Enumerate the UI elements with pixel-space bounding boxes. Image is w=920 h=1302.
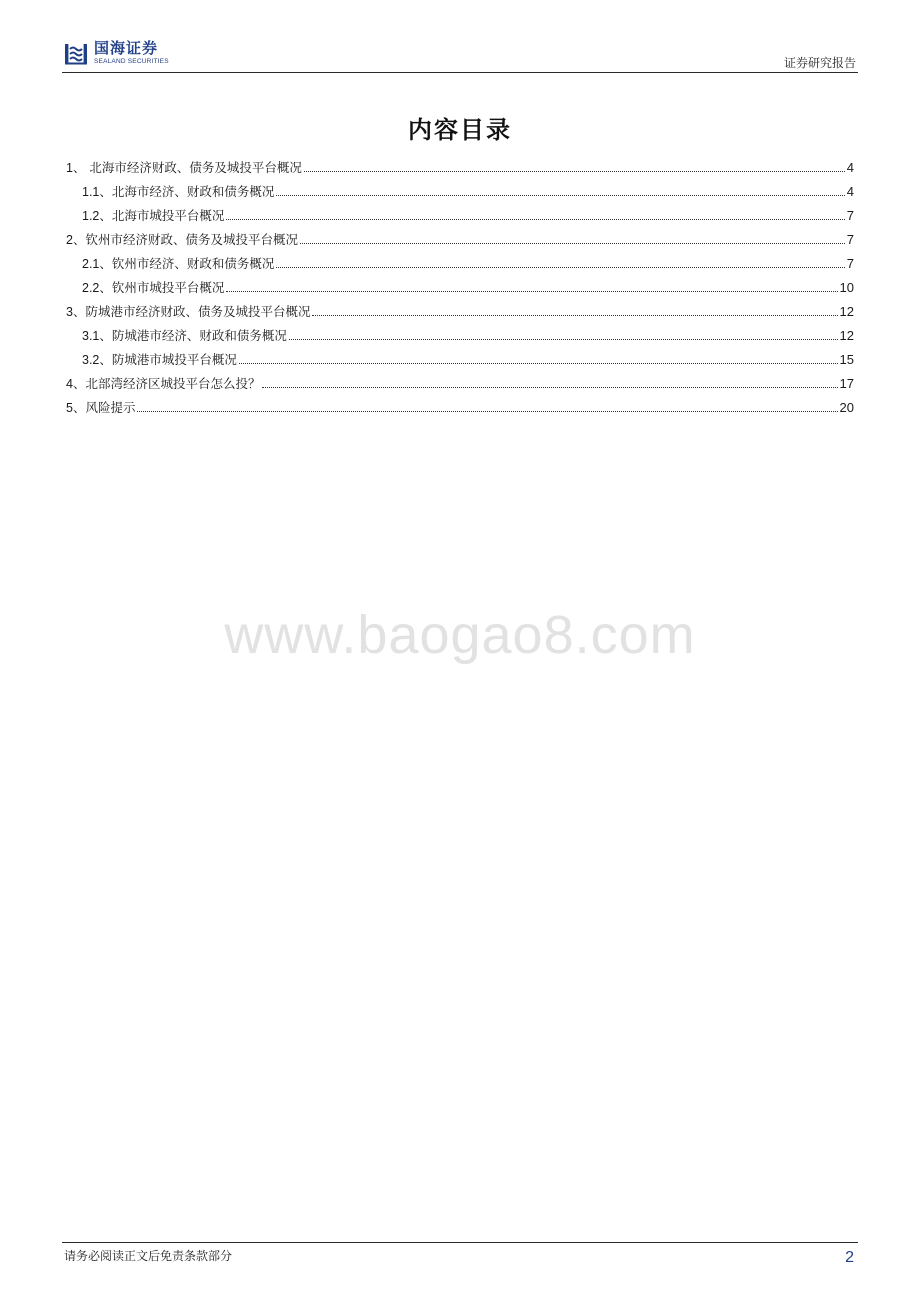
toc-entry-title: 北海市城投平台概况: [111, 208, 225, 223]
toc-entry[interactable]: [66, 371, 854, 395]
logo-english-name: SEALAND SECURITIES: [94, 58, 169, 65]
toc-entry-title: 钦州市城投平台概况: [111, 280, 225, 295]
toc-entry-title: 钦州市经济、财政和债务概况: [111, 256, 275, 271]
toc-entry-title: 防城港市城投平台概况: [111, 352, 237, 367]
toc-entry-page: 15: [839, 351, 854, 367]
toc-entry-number: 3.2、: [82, 353, 112, 367]
toc-entry[interactable]: [66, 155, 854, 179]
dot-leader: [312, 315, 837, 316]
toc-entry-number: 1、: [66, 161, 86, 175]
toc-entry[interactable]: [66, 251, 854, 275]
toc-entry-page: 4: [846, 159, 854, 175]
dot-leader: [226, 291, 837, 292]
logo-chinese-name: 国海证券: [94, 39, 159, 57]
report-type-label: 证券研究报告: [783, 56, 856, 70]
toc-entry-title: 北海市经济、财政和债务概况: [111, 184, 275, 199]
toc-entry-title: 钦州市经济财政、债务及城投平台概况: [85, 232, 298, 247]
toc-entry-title: 风险提示: [85, 400, 136, 415]
toc-entry[interactable]: [66, 179, 854, 203]
sealand-logo-icon: [64, 42, 88, 66]
toc-title: 内容目录: [408, 116, 512, 144]
toc-entry-title: 北部湾经济区城投平台怎么投？: [85, 376, 261, 391]
dot-leader: [289, 339, 838, 340]
toc-entry-title: 防城港市经济、财政和债务概况: [111, 328, 287, 343]
toc-entry[interactable]: [66, 275, 854, 299]
toc-entry[interactable]: [66, 323, 854, 347]
toc-entry[interactable]: [66, 299, 854, 323]
dot-leader: [262, 387, 837, 388]
toc-entry[interactable]: [66, 203, 854, 227]
toc-entry-page: 17: [839, 375, 854, 391]
company-logo: [64, 40, 169, 70]
toc-entry-page: 12: [839, 327, 854, 343]
toc-entry-number: 1.2、: [82, 209, 112, 223]
dot-leader: [304, 171, 845, 172]
toc-entry-page: 10: [839, 279, 854, 295]
toc-entry-number: 3.1、: [82, 329, 112, 343]
page-header: [62, 40, 858, 73]
toc-entry[interactable]: [66, 395, 854, 419]
toc-entry-title: 北海市经济财政、债务及城投平台概况: [85, 160, 302, 175]
dot-leader: [137, 411, 837, 412]
dot-leader: [300, 243, 845, 244]
dot-leader: [276, 195, 844, 196]
toc-entry-number: 2.2、: [82, 281, 112, 295]
toc-entry-number: 4、: [66, 377, 86, 391]
toc-entry-number: 2.1、: [82, 257, 112, 271]
toc-entry-number: 5、: [66, 401, 86, 415]
dot-leader: [226, 219, 844, 220]
watermark-text: www.baogao8.com: [224, 605, 696, 665]
toc-entry-number: 1.1、: [82, 185, 112, 199]
toc-entry-page: 20: [839, 399, 854, 415]
page-footer: [62, 1242, 858, 1273]
toc-entry[interactable]: [66, 227, 854, 251]
toc-entry-page: 4: [846, 183, 854, 199]
toc-entry-page: 12: [839, 303, 854, 319]
toc-entry-number: 3、: [66, 305, 86, 319]
toc-entry-page: 7: [846, 255, 854, 271]
page-number: 2: [845, 1249, 854, 1266]
dot-leader: [239, 363, 838, 364]
toc-entry-number: 2、: [66, 233, 86, 247]
toc-entry-title: 防城港市经济财政、债务及城投平台概况: [85, 304, 311, 319]
dot-leader: [276, 267, 844, 268]
toc-entry[interactable]: [66, 347, 854, 371]
toc-entry-page: 7: [846, 207, 854, 223]
disclaimer-note: 请务必阅读正文后免责条款部分: [64, 1249, 233, 1263]
toc-entry-page: 7: [846, 231, 854, 247]
table-of-contents: [66, 155, 854, 419]
